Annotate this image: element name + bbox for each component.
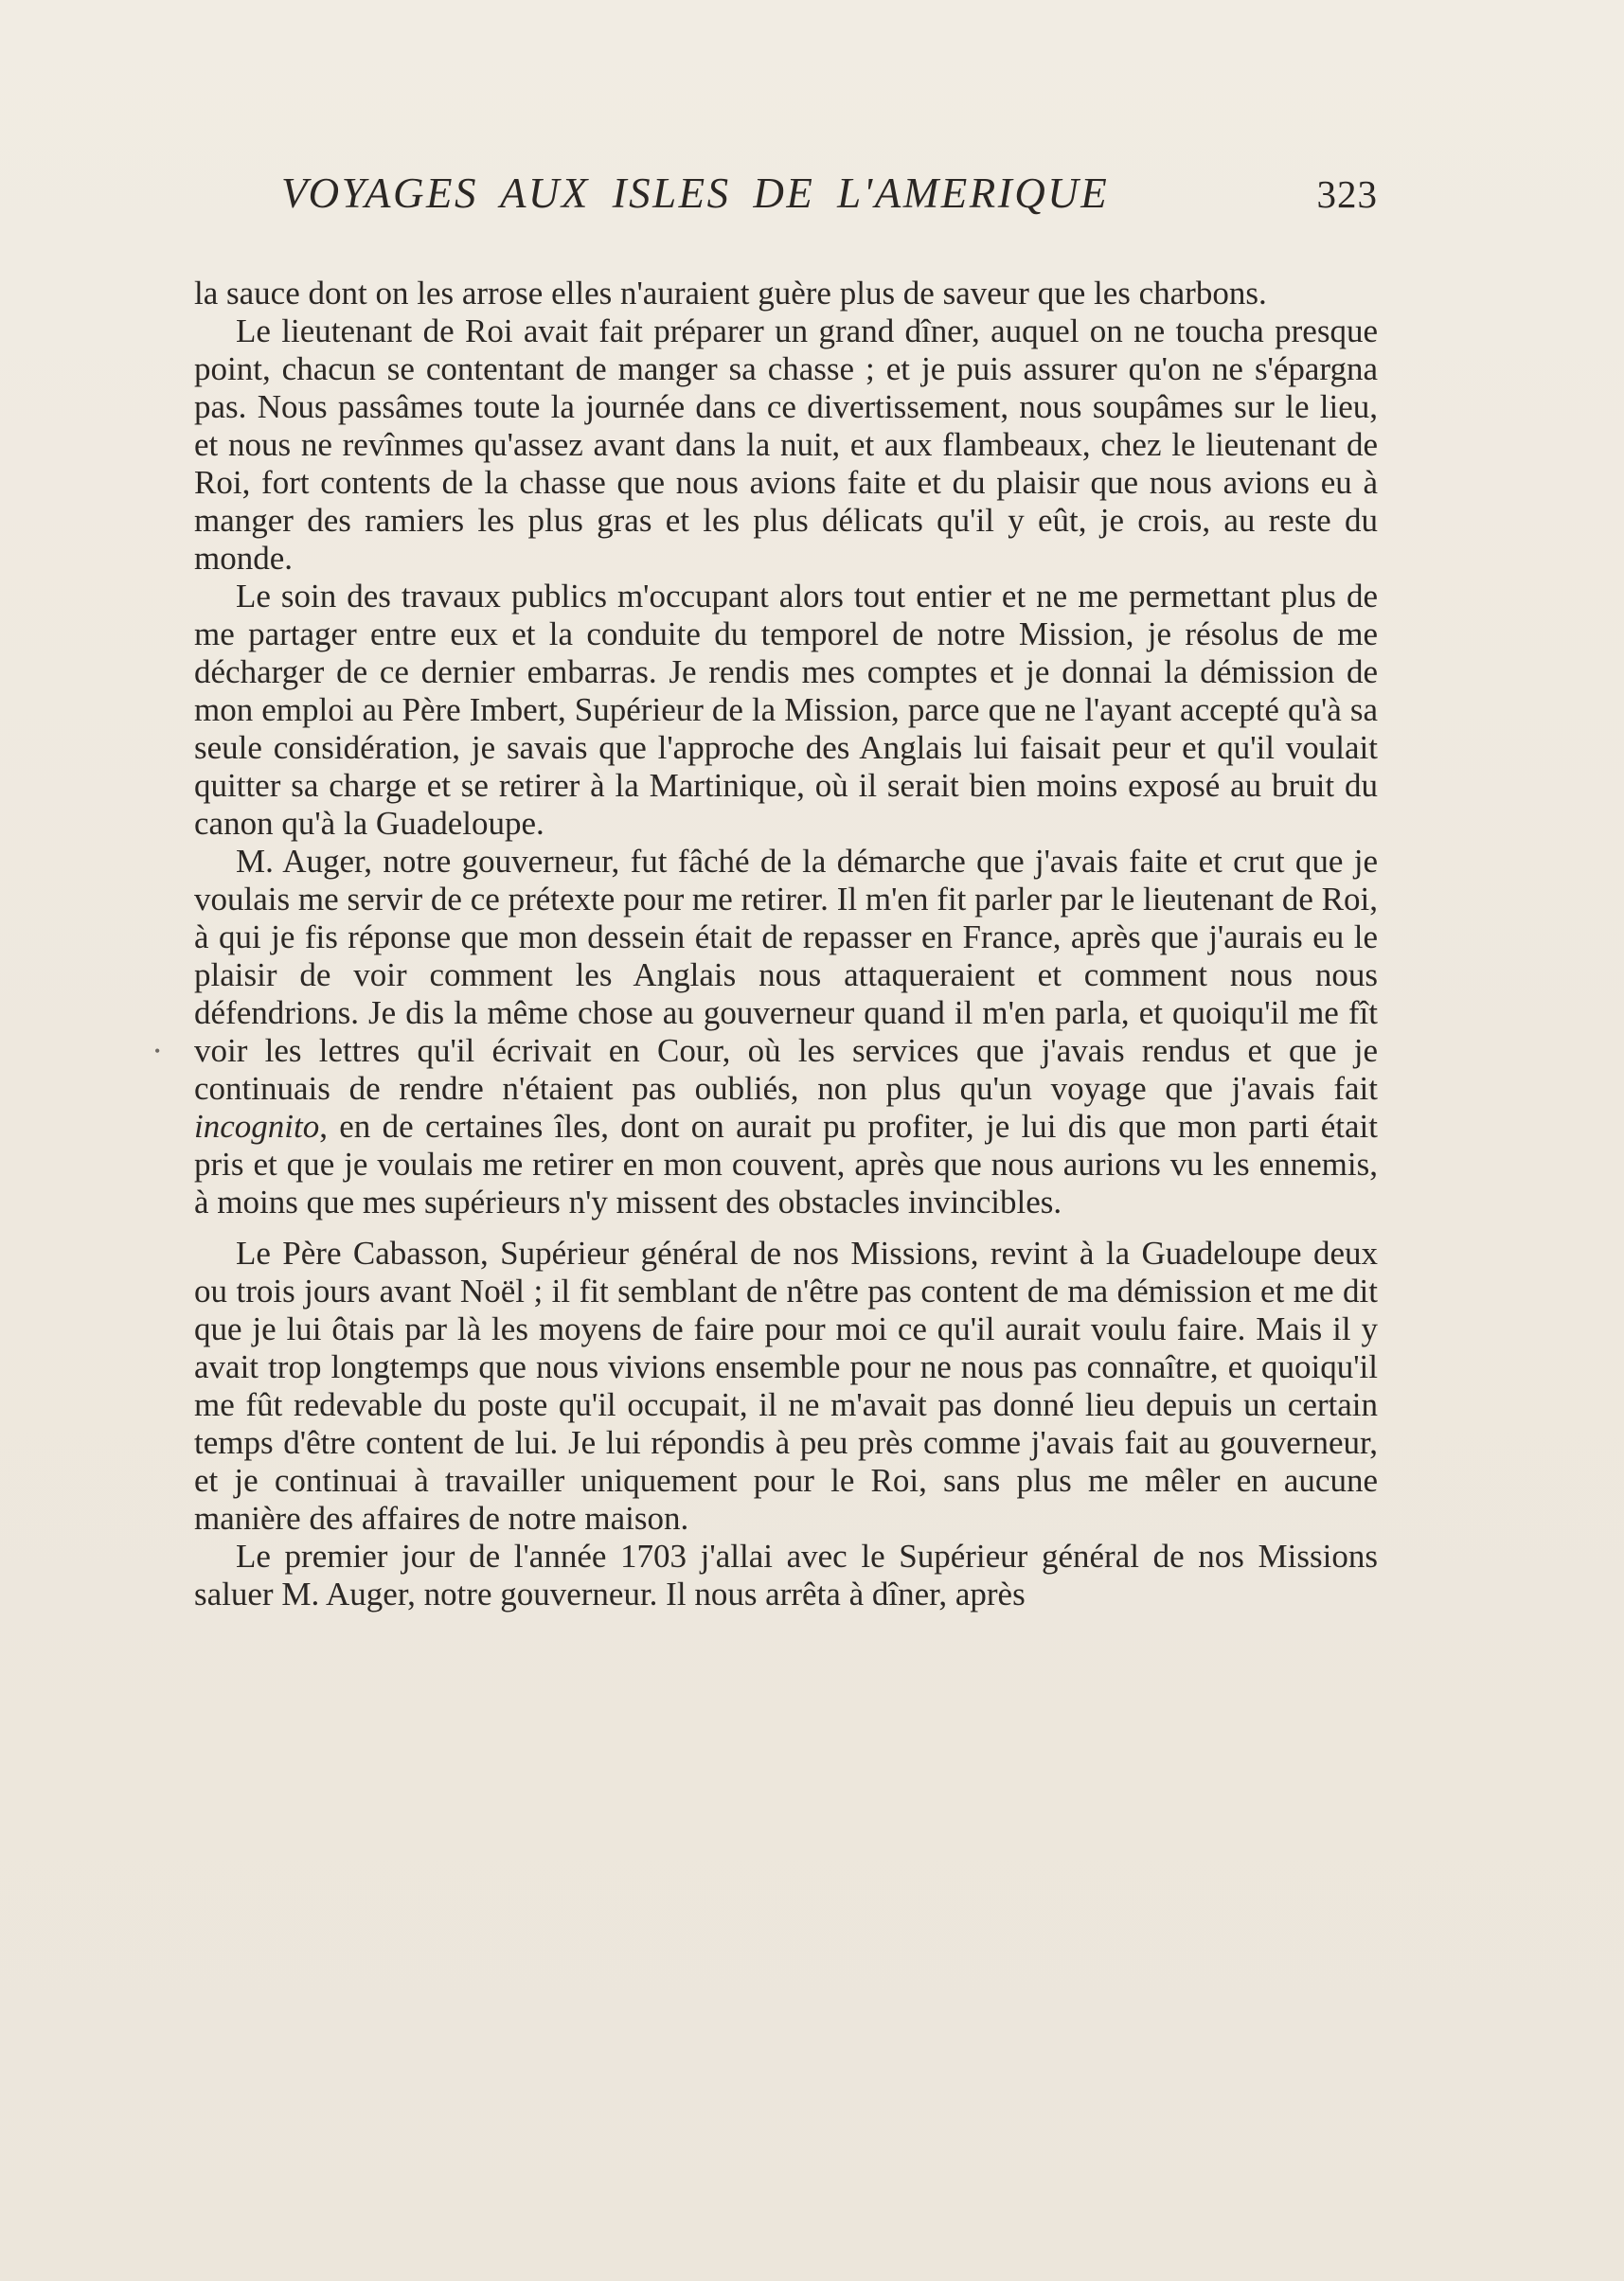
- paragraph-6: Le premier jour de l'année 1703 j'allai avec le Supérieur général de nos Missions saluer M. Auger, notre gouverneur. Il nous arrêta à dîner, après: [194, 1538, 1378, 1613]
- paragraph-4-text-after: , en de certaines îles, dont on aurait pu profiter, je lui dis que mon parti était pris et que je voulais me retirer en mon couvent, après que nous aurions vu les ennemis, à moins que mes supérieurs n'y missent des obstacles invincibles.: [194, 1108, 1378, 1221]
- paragraph-5: Le Père Cabasson, Supérieur général de nos Missions, revint à la Guadeloupe deux ou trois jours avant Noël ; il fit semblant de n'être pas content de ma démission et me dit que je lui ôtais par là les moyens de faire pour moi ce qu'il aurait voulu faire. Mais il y avait trop longtemps que nous vivions ensemble pour ne nous pas connaître, et quoiqu'il me fût redevable du poste qu'il occupait, il ne m'avait pas donné lieu depuis un certain temps d'être content de lui. Je lui répondis à peu près comme j'avais fait au gouverneur, et je continuai à travailler uniquement pour le Roi, sans plus me mêler en aucune manière des affaires de notre maison.: [194, 1235, 1378, 1537]
- paragraph-1: la sauce dont on les arrose elles n'auraient guère plus de saveur que les charbons.: [194, 275, 1267, 312]
- paragraph-3: Le soin des travaux publics m'occupant alors tout entier et ne me permettant plus de me partager entre eux et la conduite du temporel de notre Mission, je résolus de me décharger de ce dernier embarras. Je rendis mes comptes et je donnai la démission de mon emploi au Père Imbert, Supérieur de la Mission, parce que ne l'ayant accepté qu'à sa seule considération, je savais que l'approche des Anglais lui faisait peur et qu'il voulait quitter sa charge et se retirer à la Martinique, où il serait bien moins exposé au bruit du canon qu'à la Guadeloupe.: [194, 578, 1378, 842]
- body-text: [194, 275, 1378, 1613]
- paragraph-2: Le lieutenant de Roi avait fait préparer un grand dîner, auquel on ne toucha presque point, chacun se contentant de manger sa chasse ; et je puis assurer qu'on ne s'épargna pas. Nous passâmes toute la journée dans ce divertissement, nous soupâmes sur le lieu, et nous ne revînmes qu'assez avant dans la nuit, et aux flambeaux, chez le lieutenant de Roi, fort contents de la chasse que nous avions faite et du plaisir que nous avions eu à manger des ramiers les plus gras et les plus délicats qu'il y eût, je crois, au reste du monde.: [194, 312, 1378, 577]
- paragraph-4-text-before: M. Auger, notre gouverneur, fut fâché de la démarche que j'avais faite et crut que je voulais me servir de ce prétexte pour me retirer. Il m'en fit parler par le lieutenant de Roi, à qui je fis réponse que mon dessein était de repasser en France, après que j'aurais eu le plaisir de voir comment les Anglais nous attaqueraient et comment nous nous défendrions. Je dis la même chose au gouverneur quand il m'en parla, et quoiqu'il me fît voir les lettres qu'il écrivait en Cour, où les services que j'avais rendus et que je continuais de rendre n'étaient pas oubliés, non plus qu'un voyage que j'avais fait: [194, 843, 1378, 1107]
- page-header: [194, 169, 1378, 235]
- margin-dot: •: [154, 1042, 161, 1060]
- page-number: 323: [1316, 172, 1378, 216]
- paragraph-4: [194, 843, 1378, 1221]
- paragraph-4-italic-word: incognito: [194, 1108, 320, 1145]
- running-title: VOYAGES AUX ISLES DE L'AMERIQUE: [281, 169, 1110, 217]
